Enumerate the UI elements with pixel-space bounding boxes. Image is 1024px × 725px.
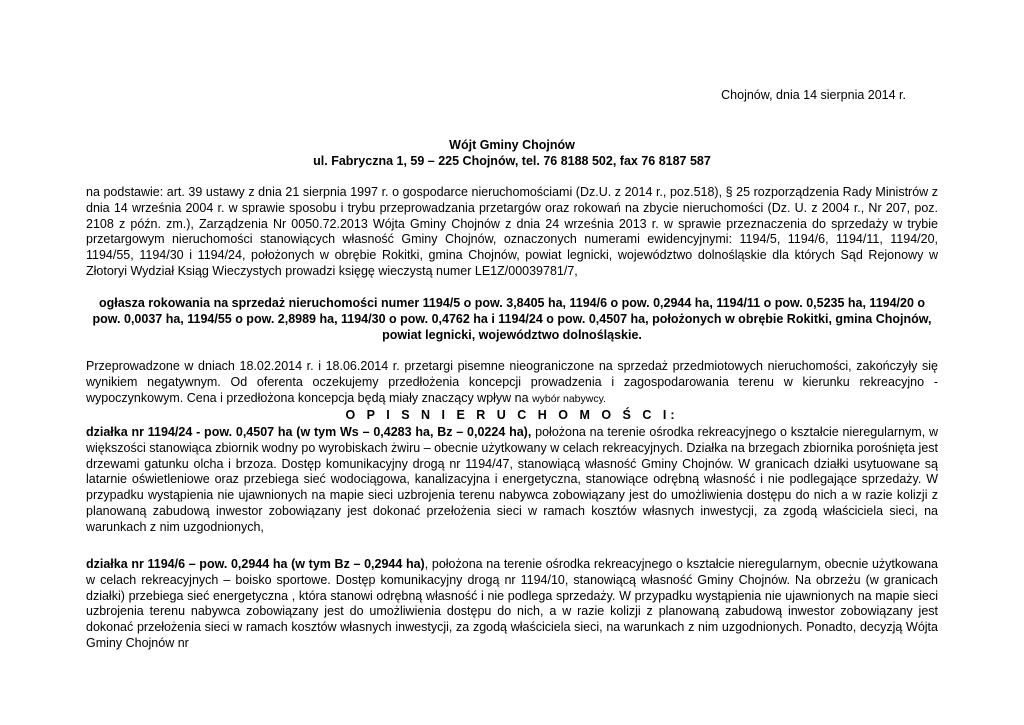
intro-paragraph [86, 359, 938, 407]
plot-1194-6-paragraph [86, 557, 938, 652]
announcement-paragraph: ogłasza rokowania na sprzedaż nieruchomości numer 1194/5 o pow. 3,8405 ha, 1194/6 o pow. 0,2944 ha, 1194/11 o pow. 0,5235 ha, 1194/20 o pow. 0,0037 ha, 1194/55 o pow. 2,8989 ha, 1194/30 o pow. 0,4762 ha i 1194/24 o pow. 0,4507 ha, położonych w obrębie Rokitki, gmina Chojnów, powiat legnicki, województwo dolnośląskie. [92, 296, 932, 342]
plot-1194-6-heading: działka nr 1194/6 – pow. 0,2944 ha (w tym Bz – 0,2944 ha) [86, 557, 425, 571]
issuer-title: Wójt Gminy Chojnów [449, 138, 575, 152]
date-line: Chojnów, dnia 14 sierpnia 2014 r. [721, 88, 906, 102]
document-header [86, 137, 938, 169]
plot-1194-24-description: położona na terenie ośrodka rekreacyjnego o kształcie nieregularnym, w większości stanowiąca zbiornik wodny po wyrobiskach żwiru – obecnie użytkowany w celach rekreacyjnych. Działka na brzegach zbiornika porośnięta jest drzewami gatunku olcha i brzoza. Dostęp komunikacyjny drogą nr 1194/47, stanowiącą własność Gminy Chojnów. W granicach działki usytuowane są latarnie oświetleniowe oraz przebiega sieć wodociągowa, kanalizacyjna i energetyczna, stanowiące odrębną własność i nie podlegające sprzedaży. W przypadku wystąpienia nie ujawnionych na mapie sieci uzbrojenia terenu nabywca zobowiązany jest do umożliwienia dostępu do nich a w razie kolizji z planowaną zabudową inwestor zobowiązany jest dokonać przełożenia sieci w ramach kosztów własnych inwestycji, za zgodą właściciela sieci, na warunkach z nim uzgodnionych, [86, 425, 938, 534]
intro-small-text: wybór nabywcy. [532, 392, 606, 405]
intro-text: Przeprowadzone w dniach 18.02.2014 r. i 18.06.2014 r. przetargi pisemne nieograniczone na sprzedaż przedmiotowych nieruchomości, zakończyły się wynikiem negatywnym. Od oferenta oczekujemy przedłożenia koncepcji prowadzenia i zagospodarowania terenu w kierunku rekreacyjno - wypoczynkowym. Cena i przedłożona koncepcja będą miały znaczący wpływ na [86, 359, 938, 405]
section-title: O P I S N I E R U C H O M O Ś C I: [345, 408, 679, 422]
legal-basis-paragraph: na podstawie: art. 39 ustawy z dnia 21 sierpnia 1997 r. o gospodarce nieruchomościami (Dz.U. z 2014 r., poz.518), § 25 rozporządzenia Rady Ministrów z dnia 14 września 2004 r. w sprawie sposobu i trybu przeprowadzania przetargów oraz rokowań na zbycie nieruchomości (Dz. U. z 2004 r., Nr 207, poz. 2108 z późn. zm.), Zarządzenia Nr 0050.72.2013 Wójta Gminy Chojnów z dnia 24 września 2013 r. w sprawie przeznaczenia do sprzedaży w trybie przetargowym nieruchomości stanowiących własność Gminy Chojnów, oznaczonych numerami ewidencyjnymi: 1194/5, 1194/6, 1194/11, 1194/20, 1194/55, 1194/30 i 1194/24, położonych w obrębie Rokitki, gmina Chojnów, powiat legnicki, województwo dolnośląskie dla których Sąd Rejonowy w Złotoryi Wydział Ksiąg Wieczystych prowadzi księgę wieczystą numer LE1Z/00039781/7, [86, 185, 938, 278]
plot-1194-24-paragraph [86, 425, 938, 536]
plot-1194-24-heading: działka nr 1194/24 - pow. 0,4507 ha (w tym Ws – 0,4283 ha, Bz – 0,0224 ha), [86, 425, 532, 439]
issuer-address: ul. Fabryczna 1, 59 – 225 Chojnów, tel. 76 8188 502, fax 76 8187 587 [313, 154, 711, 168]
plot-1194-6-description: , położona na terenie ośrodka rekreacyjnego o kształcie nieregularnym, obecnie użytkowana w celach rekreacyjnych – boisko sportowe. Dostęp komunikacyjny drogą nr 1194/10, stanowiącą własność Gminy Chojnów. Na obrzeżu (w granicach działki) przebiega sieć energetyczna , która stanowi odrębną własność i nie podlega sprzedaży. W przypadku wystąpienia nie ujawnionych na mapie sieci uzbrojenia terenu nabywca zobowiązany jest do umożliwienia dostępu do nich, a w razie kolizji z planowaną zabudową inwestor zobowiązany jest dokonać przełożenia sieci w ramach kosztów własnych inwestycji, za zgodą właściciela sieci, na warunkach z nim uzgodnionych. Ponadto, decyzją Wójta Gminy Chojnów nr [86, 557, 938, 650]
